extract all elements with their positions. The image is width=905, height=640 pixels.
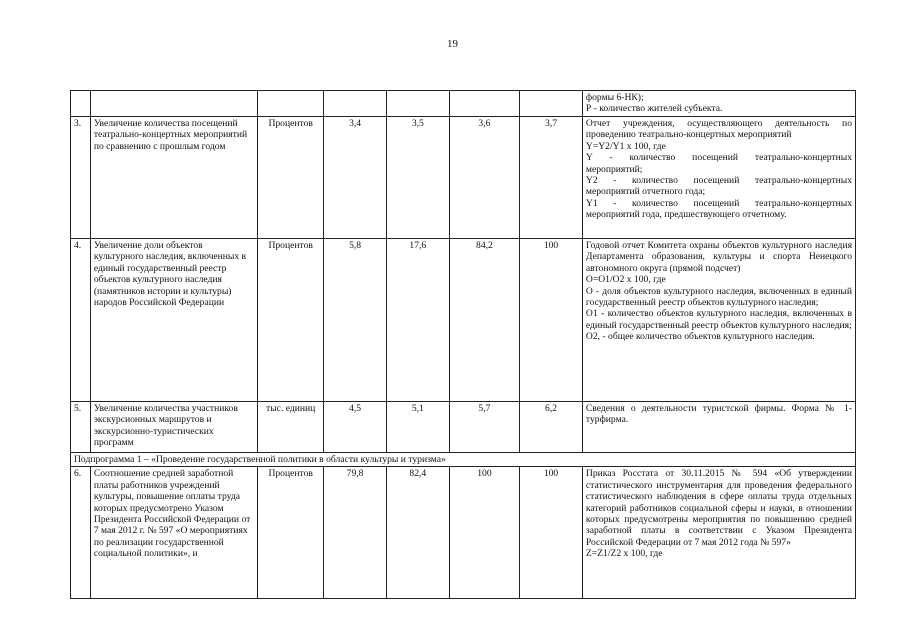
value-cell: 5,7 — [449, 402, 519, 453]
unit-cell: Процентов — [258, 117, 324, 239]
row-number: 4. — [71, 239, 91, 402]
unit-cell: Процентов — [258, 239, 324, 402]
value-cell: 4,5 — [324, 402, 387, 453]
subprogram-title: Подпрограмма 1 – «Проведение государственной политики в области культуры и туризма» — [71, 453, 856, 467]
subprogram-row — [71, 453, 856, 467]
table-row — [71, 239, 856, 402]
value-cell: 5,1 — [386, 402, 449, 453]
method-cell: Отчет учреждения, осуществляющего деятельность по проведению театрально-концертных мероприятий Y=Y2/Y1 x 100, где Y - количество посещений театрально-концертных мероприятий; Y2 - количество посещений театрально-концертных мероприятий отчетного года; Y1 - количество посещений театрально-концертных мероприятий года, предшествующего отчетному. — [582, 117, 855, 239]
value-cell: 100 — [520, 239, 583, 402]
unit-cell: Процентов — [258, 467, 324, 599]
value-cell: 84,2 — [449, 239, 519, 402]
method-cell: Годовой отчет Комитета охраны объектов культурного наследия Департамента образования, культуры и спорта Ненецкого автономного округа (прямой подсчет) O=O1/O2 x 100, где O - доля объектов культурного наследия, включенных в единый государственный реестр объектов культурного наследия; O1 - количество объектов культурного наследия, включенных в единый государственный реестр объектов культурного наследия; O2, - общее количество объектов культурного наследия. — [582, 239, 855, 402]
row-number: 5. — [71, 402, 91, 453]
value-cell: 17,6 — [386, 239, 449, 402]
value-cell: 3,6 — [449, 117, 519, 239]
value-cell: 5,8 — [324, 239, 387, 402]
value-cell: 79,8 — [324, 467, 387, 599]
method-cell: формы 6-НК); Р - количество жителей субъекта. — [582, 91, 855, 117]
value-cell: 3,7 — [520, 117, 583, 239]
method-cell: Сведения о деятельности туристской фирмы. Форма № 1-турфирма. — [582, 402, 855, 453]
value-cell: 3,4 — [324, 117, 387, 239]
table-row — [71, 467, 856, 599]
row-number: 3. — [71, 117, 91, 239]
table-row — [71, 117, 856, 239]
table-row — [71, 91, 856, 117]
indicators-table — [70, 90, 856, 599]
value-cell: 82,4 — [386, 467, 449, 599]
method-cell: Приказ Росстата от 30.11.2015 № 594 «Об утверждении статистического инструментария для проведения федерального статистического наблюдения в сфере оплаты труда отдельных категорий работников социальной сферы и науки, в отношении которых предусмотрены мероприятия по повышению средней заработной платы в соответствии с Указом Президента Российской Федерации от 7 мая 2012 года № 597» Z=Z1/Z2 x 100, где — [582, 467, 855, 599]
row-number: 6. — [71, 467, 91, 599]
indicator-name: Увеличение доли объектов культурного наследия, включенных в единый государственный реестр объектов культурного наследия (памятников истории и культуры) народов Российской Федерации — [90, 239, 257, 402]
indicator-name: Соотношение средней заработной платы работников учреждений культуры, повышение оплаты труда которых предусмотрено Указом Президента Российской Федерации от 7 мая 2012 г. № 597 «О мероприятиях по реализации государственной социальной политики», и — [90, 467, 257, 599]
value-cell: 100 — [449, 467, 519, 599]
value-cell: 6,2 — [520, 402, 583, 453]
indicator-name: Увеличение количества посещений театрально-концертных мероприятий по сравнению с прошлым годом — [90, 117, 257, 239]
page-number: 19 — [447, 38, 458, 50]
table-row — [71, 402, 856, 453]
value-cell: 3,5 — [386, 117, 449, 239]
indicator-name: Увеличение количества участников экскурсионных маршрутов и экскурсионно-туристических программ — [90, 402, 257, 453]
unit-cell: тыс. единиц — [258, 402, 324, 453]
value-cell: 100 — [520, 467, 583, 599]
